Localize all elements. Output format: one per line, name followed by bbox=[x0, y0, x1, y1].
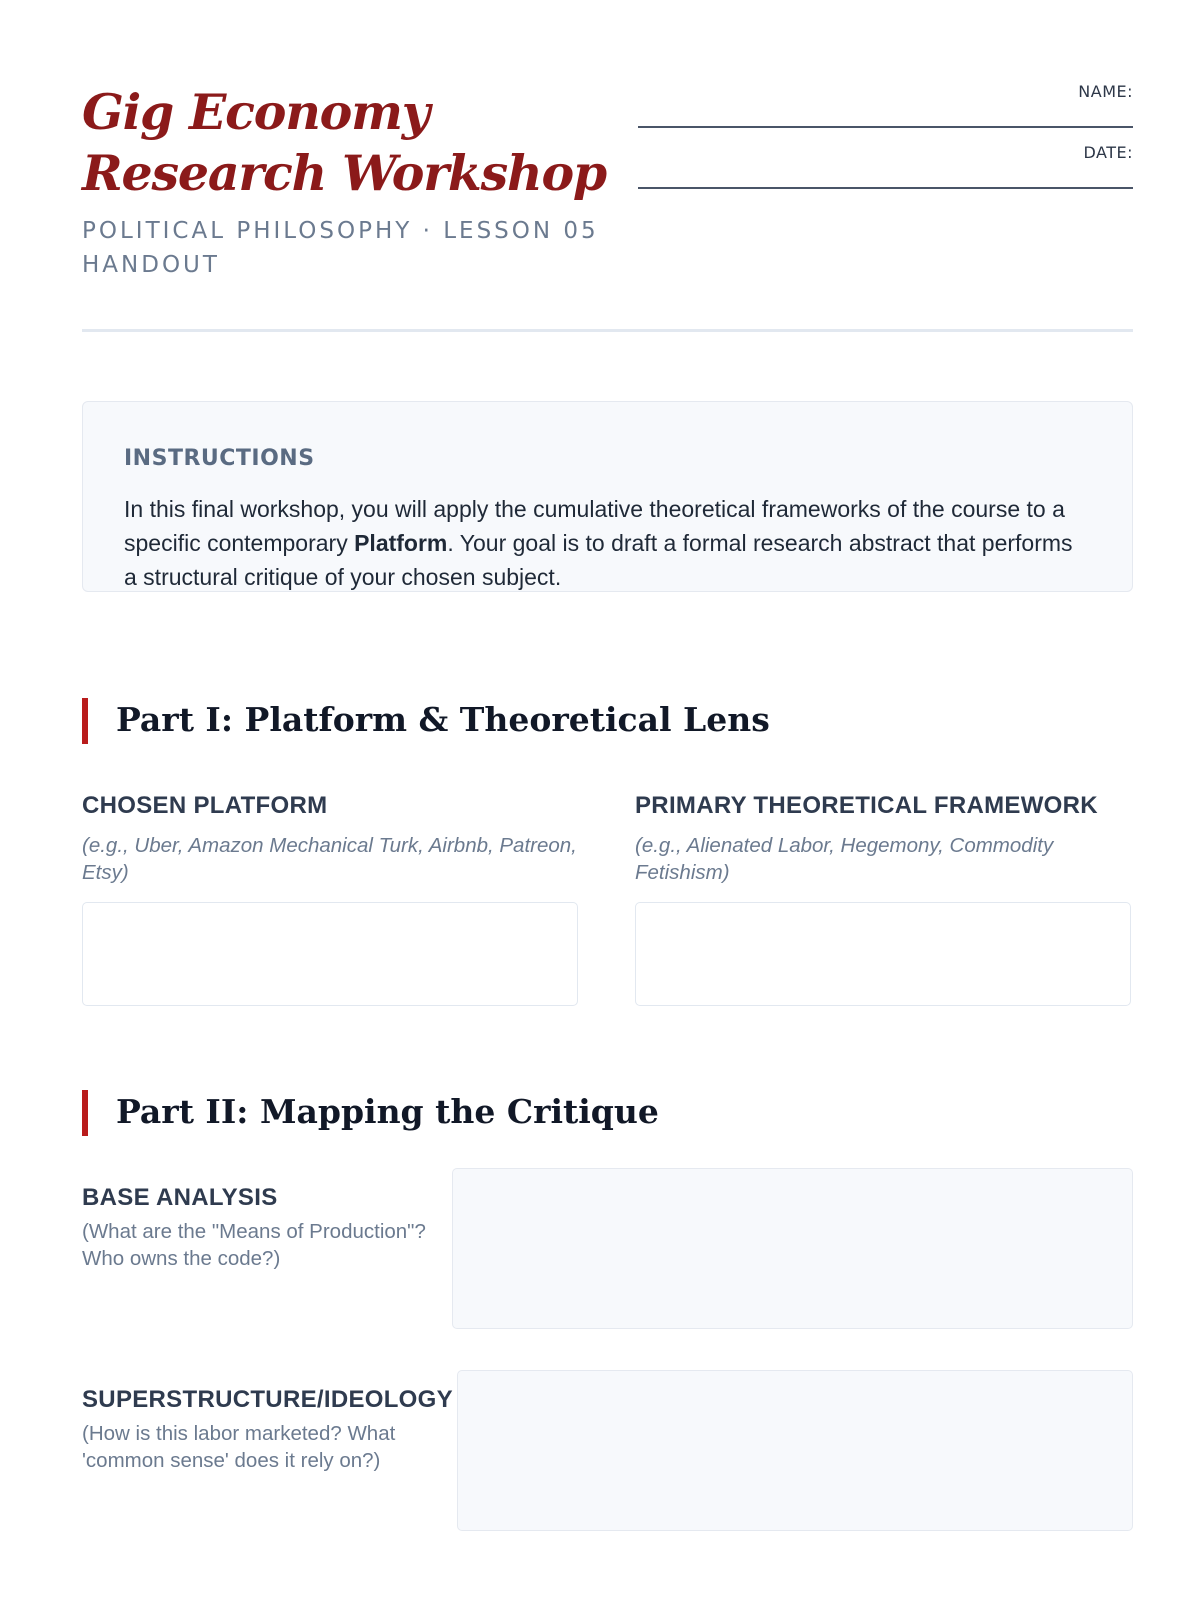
platform-field bbox=[82, 792, 580, 1006]
page-subtitle: POLITICAL PHILOSOPHY · LESSON 05 HANDOUT bbox=[82, 218, 599, 278]
section-title-part-1: Part I: Platform & Theoretical Lens bbox=[116, 700, 770, 739]
page-title: Gig Economy Research Workshop bbox=[82, 83, 606, 202]
instructions-text bbox=[124, 492, 1084, 594]
platform-label: CHOSEN PLATFORM bbox=[82, 792, 328, 819]
date-line[interactable] bbox=[638, 187, 1133, 189]
base-analysis-hint: (What are the "Means of Production"? Who owns the code?) bbox=[82, 1220, 426, 1270]
instructions-text-end: . Your goal is to draft a formal research abstract that performs a structural critique of your chosen subject. bbox=[124, 530, 1073, 590]
section-accent-bar bbox=[82, 1090, 88, 1136]
instructions-panel bbox=[82, 401, 1133, 592]
name-line[interactable] bbox=[638, 126, 1133, 128]
framework-input[interactable] bbox=[635, 902, 1131, 1006]
base-analysis-label: BASE ANALYSIS bbox=[82, 1184, 278, 1211]
superstructure-labels bbox=[82, 1386, 453, 1474]
base-analysis-labels bbox=[82, 1184, 432, 1272]
instructions-text-start: In this final workshop, you will apply the cumulative theoretical frameworks of the course to a specific contemporary bbox=[124, 496, 1065, 556]
header bbox=[82, 82, 1133, 332]
platform-input[interactable] bbox=[82, 902, 578, 1006]
superstructure-label: SUPERSTRUCTURE/IDEOLOGY bbox=[82, 1386, 453, 1413]
instructions-heading: INSTRUCTIONS bbox=[124, 446, 315, 471]
header-divider bbox=[82, 329, 1133, 332]
date-field[interactable] bbox=[638, 143, 1133, 204]
superstructure-hint: (How is this labor marketed? What 'common sense' does it rely on?) bbox=[82, 1422, 396, 1472]
title-block bbox=[82, 82, 642, 282]
instructions-text-bold: Platform bbox=[354, 530, 448, 556]
framework-label: PRIMARY THEORETICAL FRAMEWORK bbox=[635, 792, 1098, 819]
name-label: NAME: bbox=[1078, 82, 1133, 101]
name-field[interactable] bbox=[638, 82, 1133, 143]
section-title-part-2: Part II: Mapping the Critique bbox=[116, 1092, 659, 1131]
section-accent-bar bbox=[82, 698, 88, 744]
date-label: DATE: bbox=[1083, 143, 1133, 162]
framework-field bbox=[635, 792, 1133, 1006]
handout-page bbox=[82, 0, 1133, 1600]
base-analysis-input[interactable] bbox=[452, 1168, 1133, 1329]
framework-hint: (e.g., Alienated Labor, Hegemony, Commodity Fetishism) bbox=[635, 834, 1054, 884]
platform-hint: (e.g., Uber, Amazon Mechanical Turk, Airbnb, Patreon, Etsy) bbox=[82, 834, 577, 884]
meta-fields bbox=[638, 82, 1133, 204]
superstructure-input[interactable] bbox=[457, 1370, 1133, 1531]
